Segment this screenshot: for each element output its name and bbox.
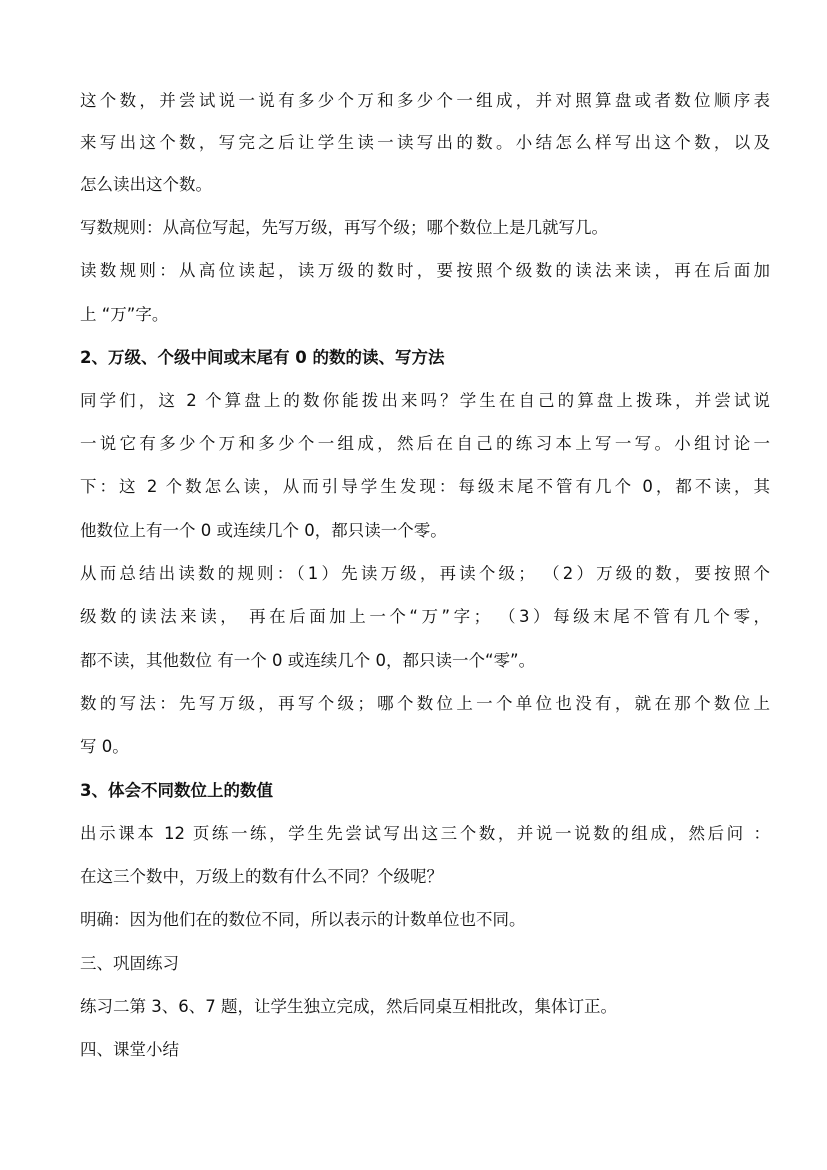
- paragraph-line: 明确：因为他们在的数位不同，所以表示的计数单位也不同。: [80, 910, 526, 929]
- paragraph-line: 出示课本 12 页练一练，学生先尝试写出这三个数，并说一说数的组成，然后问 ：: [80, 824, 770, 843]
- section-heading: 2、万级、个级中间或末尾有 0 的数的读、写方法: [80, 348, 445, 367]
- paragraph-line: 怎么读出这个数。: [80, 175, 212, 194]
- paragraph-line: 写 0。: [80, 737, 129, 756]
- paragraph-line: 这个数，并尝试说一说有多少个万和多少个一组成，并对照算盘或者数位顺序表: [80, 91, 770, 110]
- paragraph-line: 上 “万”字。: [80, 305, 169, 324]
- section-heading: 三、巩固练习: [80, 954, 179, 973]
- paragraph-line: 从而总结出读数的规则：（1）先读万级，再读个级； （2）万级的数，要按照个: [80, 564, 770, 583]
- section-heading: 四、课堂小结: [80, 1040, 179, 1059]
- paragraph-line: 级数的读法来读， 再在后面加上一个“万”字； （3）每级末尾不管有几个零，: [80, 607, 770, 626]
- paragraph-line: 一说它有多少个万和多少个一组成，然后在自己的练习本上写一写。小组讨论一: [80, 434, 770, 453]
- paragraph-line: 读数规则：从高位读起，读万级的数时，要按照个级数的读法来读，再在后面加: [80, 261, 770, 280]
- paragraph-line: 下：这 2 个数怎么读，从而引导学生发现：每级末尾不管有几个 0，都不读，其: [80, 477, 770, 496]
- paragraph-line: 练习二第 3、6、7 题，让学生独立完成，然后同桌互相批改，集体订正。: [80, 997, 617, 1016]
- section-heading: 3、体会不同数位上的数值: [80, 781, 273, 800]
- paragraph-line: 来写出这个数，写完之后让学生读一读写出的数。小结怎么样写出这个数，以及: [80, 133, 770, 152]
- paragraph-line: 都不读，其他数位 有一个 0 或连续几个 0，都只读一个“零”。: [80, 651, 536, 670]
- paragraph-line: 数的写法：先写万级，再写个级；哪个数位上一个单位也没有，就在那个数位上: [80, 694, 770, 713]
- paragraph-line: 写数规则：从高位写起，先写万级，再写个级；哪个数位上是几就写几。: [80, 218, 608, 237]
- paragraph-line: 他数位上有一个 0 或连续几个 0，都只读一个零。: [80, 521, 447, 540]
- paragraph-line: 同学们，这 2 个算盘上的数你能拨出来吗？学生在自己的算盘上拨珠，并尝试说: [80, 391, 770, 410]
- paragraph-line: 在这三个数中，万级上的数有什么不同？个级呢？: [80, 867, 443, 886]
